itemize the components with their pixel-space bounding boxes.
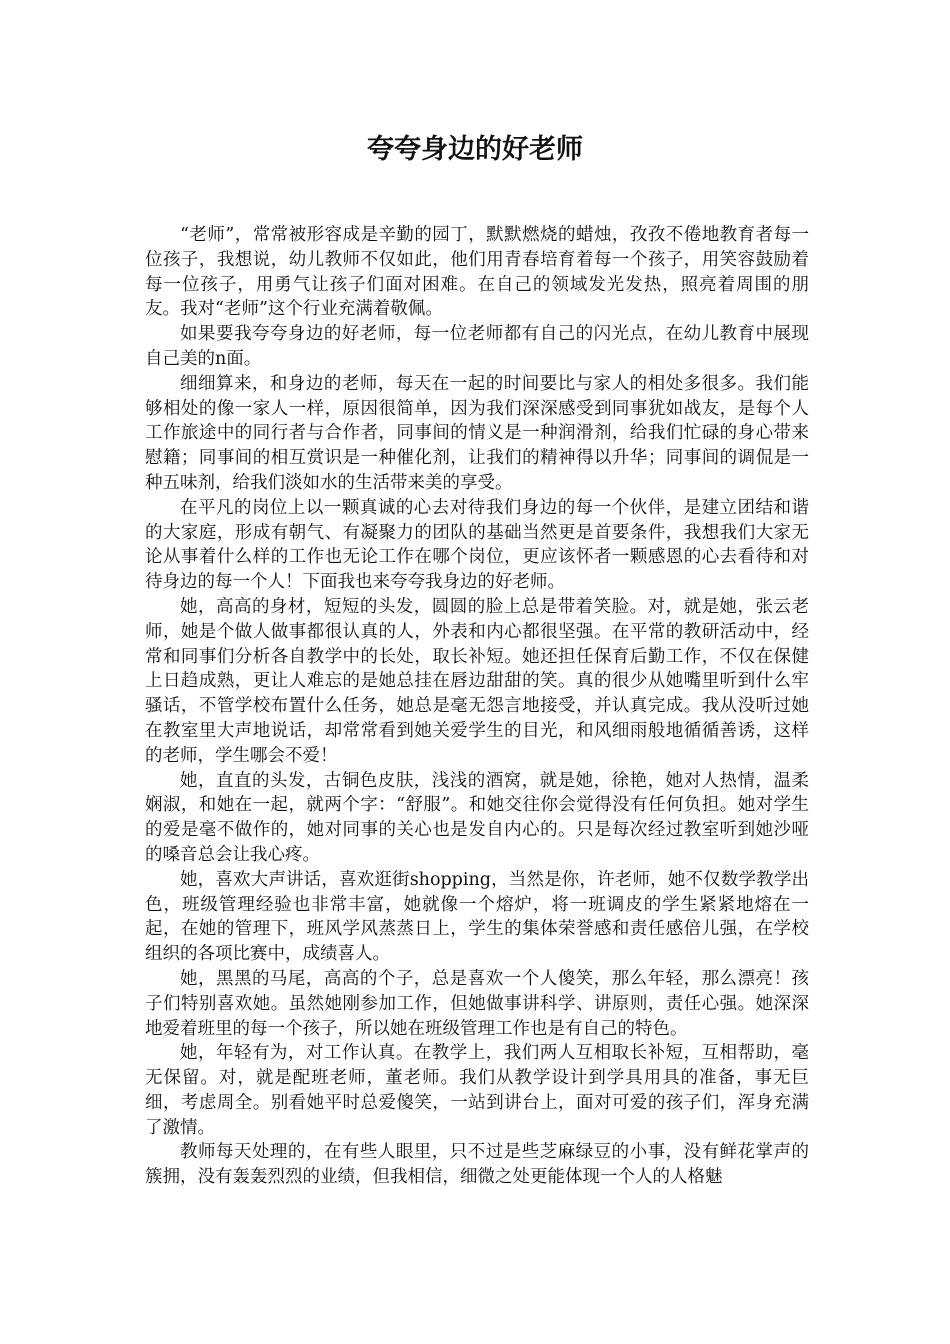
paragraph: 她，喜欢大声讲话，喜欢逛街shopping，当然是你，许老师，她不仅数学教学出色，班级管理经验也非常丰富，她就像一个熔炉，将一班调皮的学生紧紧地熔在一起，在她的管理下，班风学风蒸蒸日上，学生的集体荣誉感和责任感倍儿强，在学校组织的各项比赛中，成绩喜人。 [145,869,809,965]
paragraph: 细细算来，和身边的老师，每天在一起的时间要比与家人的相处多很多。我们能够相处的像一家人一样，原因很简单，因为我们深深感受到同事犹如战友，是每个人工作旅途中的同行者与合作者，同事间的情义是一种润滑剂，给我们忙碌的身心带来慰籍；同事间的相互赏识是一种催化剂，让我们的精神得以升华；同事间的调侃是一种五味剂，给我们淡如水的生活带来美的享受。 [145,373,809,493]
paragraph: 她，直直的头发，古铜色皮肤，浅浅的酒窝，就是她，徐艳，她对人热情，温柔娴淑，和她在一起，就两个字：“舒服”。和她交往你会觉得没有任何负担。她对学生的爱是毫不做作的，她对同事的关心也是发自内心的。只是每次经过教室听到她沙哑的嗓音总会让我心疼。 [145,770,809,865]
paragraph: 她，高高的身材，短短的头发，圆圆的脸上总是带着笑脸。对，就是她，张云老师，她是个做人做事都很认真的人，外表和内心都很坚强。在平常的教研活动中，经常和同事们分析各自教学中的长处，取长补短。她还担任保育后勤工作，不仅在保健上日趋成熟，更让人难忘的是她总挂在唇边甜甜的笑。真的很少从她嘴里听到什么牢骚话，不管学校布置什么任务，她总是毫无怨言地接受，并认真完成。我从没听过她在教室里大声地说话，却常常看到她关爱学生的目光，和风细雨般地循循善诱，这样的老师，学生哪会不爱！ [145,596,809,766]
document-title: 夸夸身边的好老师 [367,134,583,165]
paragraph: 如果要我夸夸身边的好老师，每一位老师都有自己的闪光点，在幼儿教育中展现自己美的n面。 [145,324,809,369]
paragraph: 她，年轻有为，对工作认真。在教学上，我们两人互相取长补短，互相帮助，毫无保留。对，就是配班老师，董老师。我们从教学设计到学具用具的准备，事无巨细，考虑周全。别看她平时总爱傻笑，一站到讲台上，面对可爱的孩子们，浑身充满了激情。 [145,1043,809,1138]
paragraph: 她，黑黑的马尾，高高的个子，总是喜欢一个人傻笑，那么年轻，那么漂亮！孩子们特别喜欢她。虽然她刚参加工作，但她做事讲科学、讲原则，责任心强。她深深地爱着班里的每一个孩子，所以她在班级管理工作也是有自己的特色。 [145,968,809,1039]
paragraph: 教师每天处理的，在有些人眼里，只不过是些芝麻绿豆的小事，没有鲜花掌声的簇拥，没有轰轰烈烈的业绩，但我相信，细微之处更能体现一个人的人格魅 [145,1142,809,1188]
paragraph: “老师”，常常被形容成是辛勤的园丁，默默燃烧的蜡烛，孜孜不倦地教育者每一位孩子，我想说，幼儿教师不仅如此，他们用青春培育着每一个孩子，用笑容鼓励着每一位孩子，用勇气让孩子们面对困难。在自己的领域发光发热，照亮着周围的朋友。我对“老师”这个行业充满着敬佩。 [145,225,809,320]
paragraph: 在平凡的岗位上以一颗真诚的心去对待我们身边的每一个伙伴，是建立团结和谐的大家庭，形成有朝气、有凝聚力的团队的基础当然更是首要条件，我想我们大家无论从事着什么样的工作也无论工作在哪个岗位，更应该怀者一颗感恩的心去看待和对待身边的每一个人！下面我也来夸夸我身边的好老师。 [145,497,809,593]
document-body [145,223,809,1190]
